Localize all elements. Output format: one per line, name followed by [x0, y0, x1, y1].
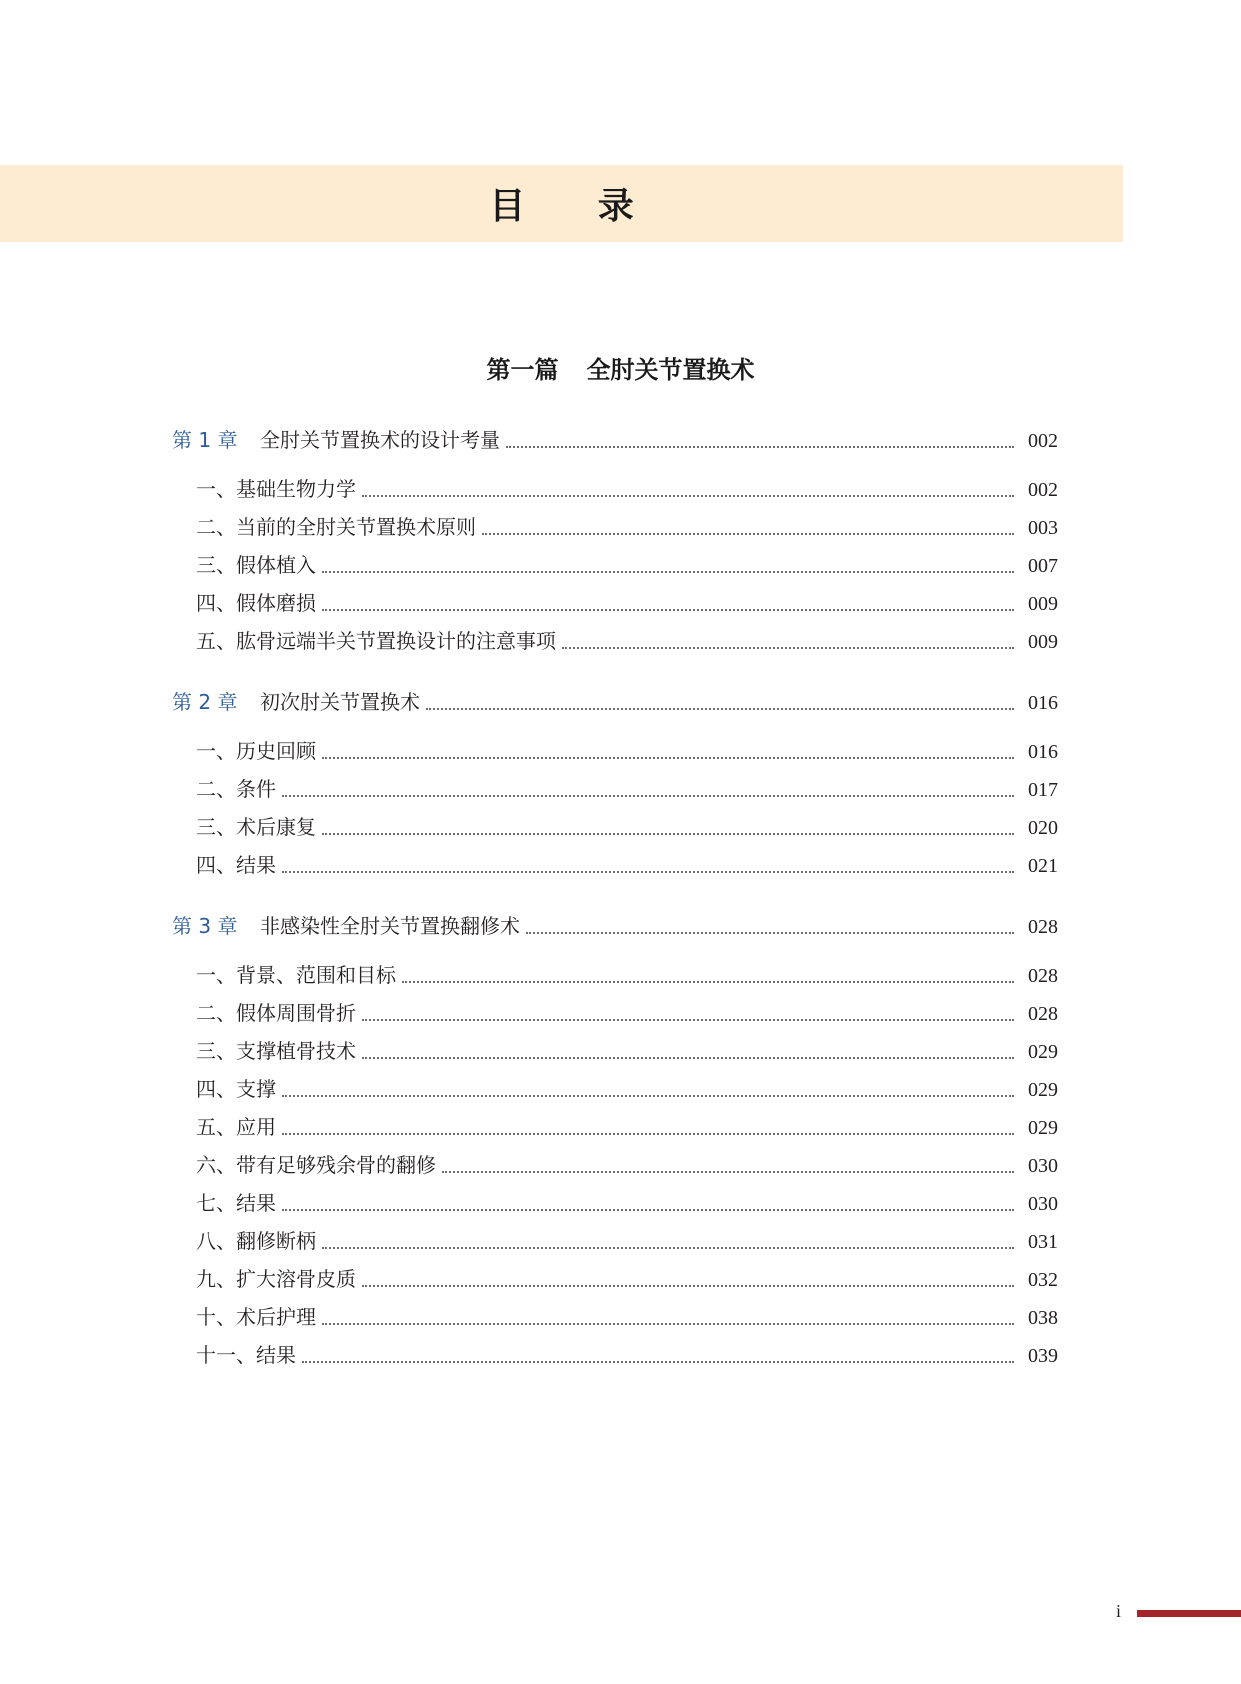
chapter-entry[interactable]	[172, 420, 1058, 460]
page-number: 030	[1028, 1155, 1058, 1177]
dot-leader	[282, 870, 1014, 873]
section-entry[interactable]	[172, 732, 1058, 770]
section-entry[interactable]	[172, 1222, 1058, 1260]
dot-leader	[322, 1322, 1014, 1325]
section-entry[interactable]	[172, 1336, 1058, 1374]
table-of-contents	[172, 420, 1058, 1396]
dot-leader	[282, 1132, 1014, 1135]
dot-leader	[322, 608, 1014, 611]
section-entry[interactable]	[172, 1070, 1058, 1108]
page-number: 021	[1028, 855, 1058, 877]
page-number: 002	[1028, 430, 1058, 452]
chapter-1	[172, 420, 1058, 660]
page-number: 007	[1028, 555, 1058, 577]
dot-leader	[322, 570, 1014, 573]
toc-title-band	[0, 165, 1123, 242]
section-entry[interactable]	[172, 622, 1058, 660]
page-number: 032	[1028, 1269, 1058, 1291]
section-label: 四、结果	[196, 853, 276, 877]
dot-leader	[482, 532, 1014, 535]
folio-accent-bar	[1137, 1610, 1241, 1617]
chapter-2	[172, 682, 1058, 884]
section-label: 八、翻修断柄	[196, 1229, 316, 1253]
dot-leader	[402, 980, 1014, 983]
section-label: 三、假体植入	[196, 553, 316, 577]
section-entry[interactable]	[172, 1260, 1058, 1298]
section-label: 一、基础生物力学	[196, 477, 356, 501]
page-number: 028	[1028, 916, 1058, 938]
chapter-title: 全肘关节置换术的设计考量	[260, 428, 500, 452]
dot-leader	[322, 756, 1014, 759]
page-number: 017	[1028, 779, 1058, 801]
section-entry[interactable]	[172, 1298, 1058, 1336]
dot-leader	[362, 494, 1014, 497]
section-entry[interactable]	[172, 470, 1058, 508]
section-entry[interactable]	[172, 1146, 1058, 1184]
dot-leader	[526, 931, 1014, 934]
section-entry[interactable]	[172, 994, 1058, 1032]
chapter-number: 第 2 章	[172, 690, 238, 714]
dot-leader	[282, 1094, 1014, 1097]
section-entry[interactable]	[172, 584, 1058, 622]
page-folio: i	[1116, 1601, 1122, 1621]
page-number: 016	[1028, 692, 1058, 714]
dot-leader	[302, 1360, 1014, 1363]
dot-leader	[322, 1246, 1014, 1249]
part-heading	[0, 350, 1241, 385]
section-label: 五、应用	[196, 1115, 276, 1139]
page-number: 028	[1028, 965, 1058, 987]
dot-leader	[562, 646, 1014, 649]
section-label: 五、肱骨远端半关节置换设计的注意事项	[196, 629, 556, 653]
chapter-title: 非感染性全肘关节置换翻修术	[260, 914, 520, 938]
section-label: 二、当前的全肘关节置换术原则	[196, 515, 476, 539]
page-number: 003	[1028, 517, 1058, 539]
section-entry[interactable]	[172, 1032, 1058, 1070]
chapter-number: 第 3 章	[172, 914, 238, 938]
part-name: 全肘关节置换术	[586, 356, 755, 384]
page-number: 002	[1028, 479, 1058, 501]
section-entry[interactable]	[172, 1184, 1058, 1222]
page-number: 016	[1028, 741, 1058, 763]
section-label: 一、历史回顾	[196, 739, 316, 763]
chapter-3	[172, 906, 1058, 1374]
page-number: 009	[1028, 631, 1058, 653]
section-entry[interactable]	[172, 808, 1058, 846]
section-label: 四、假体磨损	[196, 591, 316, 615]
dot-leader	[282, 794, 1014, 797]
section-entry[interactable]	[172, 846, 1058, 884]
chapter-entry[interactable]	[172, 682, 1058, 722]
section-label: 三、术后康复	[196, 815, 316, 839]
page-number: 009	[1028, 593, 1058, 615]
section-label: 十、术后护理	[196, 1305, 316, 1329]
chapter-number: 第 1 章	[172, 428, 238, 452]
page-number: 030	[1028, 1193, 1058, 1215]
section-entry[interactable]	[172, 770, 1058, 808]
section-entry[interactable]	[172, 508, 1058, 546]
page-number: 031	[1028, 1231, 1058, 1253]
dot-leader	[362, 1056, 1014, 1059]
page-number: 038	[1028, 1307, 1058, 1329]
section-label: 二、条件	[196, 777, 276, 801]
dot-leader	[322, 832, 1014, 835]
page-number: 029	[1028, 1041, 1058, 1063]
section-entry[interactable]	[172, 956, 1058, 994]
section-label: 二、假体周围骨折	[196, 1001, 356, 1025]
dot-leader	[282, 1208, 1014, 1211]
page-number: 039	[1028, 1345, 1058, 1367]
page-number: 020	[1028, 817, 1058, 839]
section-label: 七、结果	[196, 1191, 276, 1215]
part-number: 第一篇	[486, 356, 559, 384]
section-label: 一、背景、范围和目标	[196, 963, 396, 987]
section-entry[interactable]	[172, 1108, 1058, 1146]
section-entry[interactable]	[172, 546, 1058, 584]
dot-leader	[442, 1170, 1014, 1173]
dot-leader	[506, 445, 1014, 448]
section-label: 四、支撑	[196, 1077, 276, 1101]
section-label: 九、扩大溶骨皮质	[196, 1267, 356, 1291]
page-number: 029	[1028, 1079, 1058, 1101]
section-label: 十一、结果	[196, 1343, 296, 1367]
chapter-title: 初次肘关节置换术	[260, 690, 420, 714]
chapter-entry[interactable]	[172, 906, 1058, 946]
toc-title: 目 录	[489, 186, 664, 227]
section-label: 六、带有足够残余骨的翻修	[196, 1153, 436, 1177]
page-number: 028	[1028, 1003, 1058, 1025]
page-number: 029	[1028, 1117, 1058, 1139]
dot-leader	[362, 1284, 1014, 1287]
section-label: 三、支撑植骨技术	[196, 1039, 356, 1063]
dot-leader	[362, 1018, 1014, 1021]
dot-leader	[426, 707, 1014, 710]
